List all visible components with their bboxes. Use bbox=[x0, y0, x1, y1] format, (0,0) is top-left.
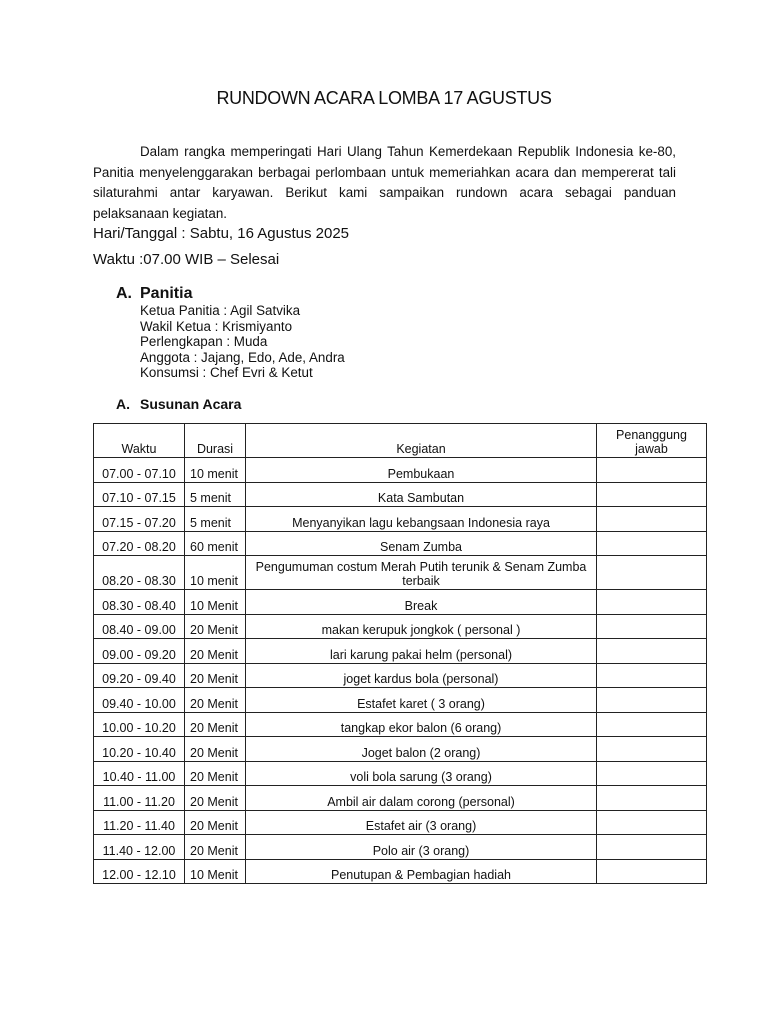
cell-duration: 20 Menit bbox=[185, 614, 246, 639]
cell-activity: Menyanyikan lagu kebangsaan Indonesia raya bbox=[246, 507, 597, 532]
table-row bbox=[94, 859, 707, 884]
table-row bbox=[94, 835, 707, 860]
cell-time: 12.00 - 12.10 bbox=[94, 859, 185, 884]
event-time-line: Waktu :07.00 WIB – Selesai bbox=[93, 251, 280, 268]
cell-duration: 10 menit bbox=[185, 556, 246, 590]
cell-duration: 20 Menit bbox=[185, 761, 246, 786]
cell-activity: Pembukaan bbox=[246, 458, 597, 483]
table-row bbox=[94, 786, 707, 811]
table-row bbox=[94, 712, 707, 737]
cell-activity: Break bbox=[246, 590, 597, 615]
cell-time: 07.20 - 08.20 bbox=[94, 531, 185, 556]
cell-duration: 20 Menit bbox=[185, 688, 246, 713]
cell-pic bbox=[597, 531, 707, 556]
table-row bbox=[94, 458, 707, 483]
committee-member: Ketua Panitia : Agil Satvika bbox=[140, 303, 301, 318]
event-date-line: Hari/Tanggal : Sabtu, 16 Agustus 2025 bbox=[93, 225, 350, 242]
header-activity: Kegiatan bbox=[246, 424, 597, 458]
header-pic-line2: jawab bbox=[635, 442, 668, 456]
cell-duration: 20 Menit bbox=[185, 712, 246, 737]
cell-time: 11.20 - 11.40 bbox=[94, 810, 185, 835]
cell-activity: joget kardus bola (personal) bbox=[246, 663, 597, 688]
cell-pic bbox=[597, 507, 707, 532]
table-row bbox=[94, 556, 707, 590]
cell-activity: Estafet karet ( 3 orang) bbox=[246, 688, 597, 713]
section-panitia-heading bbox=[116, 285, 192, 303]
cell-time: 09.40 - 10.00 bbox=[94, 688, 185, 713]
cell-activity: Senam Zumba bbox=[246, 531, 597, 556]
cell-duration: 20 Menit bbox=[185, 786, 246, 811]
cell-activity: Penutupan & Pembagian hadiah bbox=[246, 859, 597, 884]
cell-pic bbox=[597, 688, 707, 713]
cell-pic bbox=[597, 614, 707, 639]
cell-duration: 20 Menit bbox=[185, 663, 246, 688]
cell-activity: lari karung pakai helm (personal) bbox=[246, 639, 597, 664]
cell-activity: Ambil air dalam corong (personal) bbox=[246, 786, 597, 811]
cell-duration: 20 Menit bbox=[185, 737, 246, 762]
table-row bbox=[94, 737, 707, 762]
schedule-table bbox=[93, 423, 707, 884]
cell-pic bbox=[597, 835, 707, 860]
cell-activity: Kata Sambutan bbox=[246, 482, 597, 507]
cell-duration: 20 Menit bbox=[185, 639, 246, 664]
cell-time: 11.00 - 11.20 bbox=[94, 786, 185, 811]
table-header-row bbox=[94, 424, 707, 458]
cell-activity: Joget balon (2 orang) bbox=[246, 737, 597, 762]
cell-time: 07.10 - 07.15 bbox=[94, 482, 185, 507]
table-row bbox=[94, 663, 707, 688]
cell-time: 10.40 - 11.00 bbox=[94, 761, 185, 786]
cell-time: 07.15 - 07.20 bbox=[94, 507, 185, 532]
table-row bbox=[94, 482, 707, 507]
committee-member: Konsumsi : Chef Evri & Ketut bbox=[140, 365, 313, 381]
section-title: Susunan Acara bbox=[140, 396, 242, 412]
cell-pic bbox=[597, 590, 707, 615]
cell-time: 09.00 - 09.20 bbox=[94, 639, 185, 664]
cell-duration: 10 menit bbox=[185, 458, 246, 483]
section-susunan-heading bbox=[116, 396, 241, 412]
intro-paragraph: Dalam rangka memperingati Hari Ulang Tahun Kemerdekaan Republik Indonesia ke-80, Panitia menyelenggarakan berbagai perlombaan untuk memeriahkan acara dan mempererat tali silaturahmi antar karyawan. Berikut kami sampaikan rundown acara sebagai panduan pelaksanaan kegiatan. bbox=[93, 144, 676, 221]
section-number: A. bbox=[116, 285, 132, 302]
header-pic bbox=[597, 424, 707, 458]
header-duration: Durasi bbox=[185, 424, 246, 458]
table-row bbox=[94, 639, 707, 664]
committee-list bbox=[140, 303, 345, 381]
cell-time: 10.20 - 10.40 bbox=[94, 737, 185, 762]
cell-time: 07.00 - 07.10 bbox=[94, 458, 185, 483]
table-row bbox=[94, 761, 707, 786]
cell-activity: Polo air (3 orang) bbox=[246, 835, 597, 860]
activity-line2: terbaik bbox=[402, 574, 440, 588]
cell-time: 11.40 - 12.00 bbox=[94, 835, 185, 860]
cell-duration: 5 menit bbox=[185, 482, 246, 507]
cell-duration: 10 Menit bbox=[185, 590, 246, 615]
cell-pic bbox=[597, 786, 707, 811]
cell-duration: 5 menit bbox=[185, 507, 246, 532]
table-row bbox=[94, 507, 707, 532]
cell-pic bbox=[597, 663, 707, 688]
cell-time: 08.20 - 08.30 bbox=[94, 556, 185, 590]
cell-time: 10.00 - 10.20 bbox=[94, 712, 185, 737]
cell-time: 08.40 - 09.00 bbox=[94, 614, 185, 639]
cell-time: 09.20 - 09.40 bbox=[94, 663, 185, 688]
cell-activity: voli bola sarung (3 orang) bbox=[246, 761, 597, 786]
committee-member: Anggota : Jajang, Edo, Ade, Andra bbox=[140, 349, 345, 365]
table-row bbox=[94, 590, 707, 615]
cell-duration: 10 Menit bbox=[185, 859, 246, 884]
table-row bbox=[94, 614, 707, 639]
cell-activity: Estafet air (3 orang) bbox=[246, 810, 597, 835]
cell-pic bbox=[597, 639, 707, 664]
cell-activity: tangkap ekor balon (6 orang) bbox=[246, 712, 597, 737]
cell-activity: makan kerupuk jongkok ( personal ) bbox=[246, 614, 597, 639]
section-number: A. bbox=[116, 396, 130, 412]
cell-pic bbox=[597, 761, 707, 786]
activity-line1: Pengumuman costum Merah Putih terunik & Senam Zumba bbox=[255, 560, 587, 574]
table-row bbox=[94, 810, 707, 835]
cell-pic bbox=[597, 556, 707, 590]
cell-time: 08.30 - 08.40 bbox=[94, 590, 185, 615]
header-pic-line1: Penanggung bbox=[616, 428, 687, 442]
cell-pic bbox=[597, 458, 707, 483]
table-row bbox=[94, 531, 707, 556]
section-title: Panitia bbox=[140, 285, 193, 302]
committee-member: Perlengkapan : Muda bbox=[140, 334, 268, 350]
committee-member: Wakil Ketua : Krismiyanto bbox=[140, 318, 293, 334]
cell-activity bbox=[246, 556, 597, 590]
cell-pic bbox=[597, 859, 707, 884]
cell-pic bbox=[597, 810, 707, 835]
cell-duration: 60 menit bbox=[185, 531, 246, 556]
table-row bbox=[94, 688, 707, 713]
document-title: RUNDOWN ACARA LOMBA 17 AGUSTUS bbox=[216, 88, 552, 108]
cell-pic bbox=[597, 482, 707, 507]
cell-pic bbox=[597, 712, 707, 737]
cell-duration: 20 Menit bbox=[185, 835, 246, 860]
cell-duration: 20 Menit bbox=[185, 810, 246, 835]
header-time: Waktu bbox=[94, 424, 185, 458]
cell-pic bbox=[597, 737, 707, 762]
